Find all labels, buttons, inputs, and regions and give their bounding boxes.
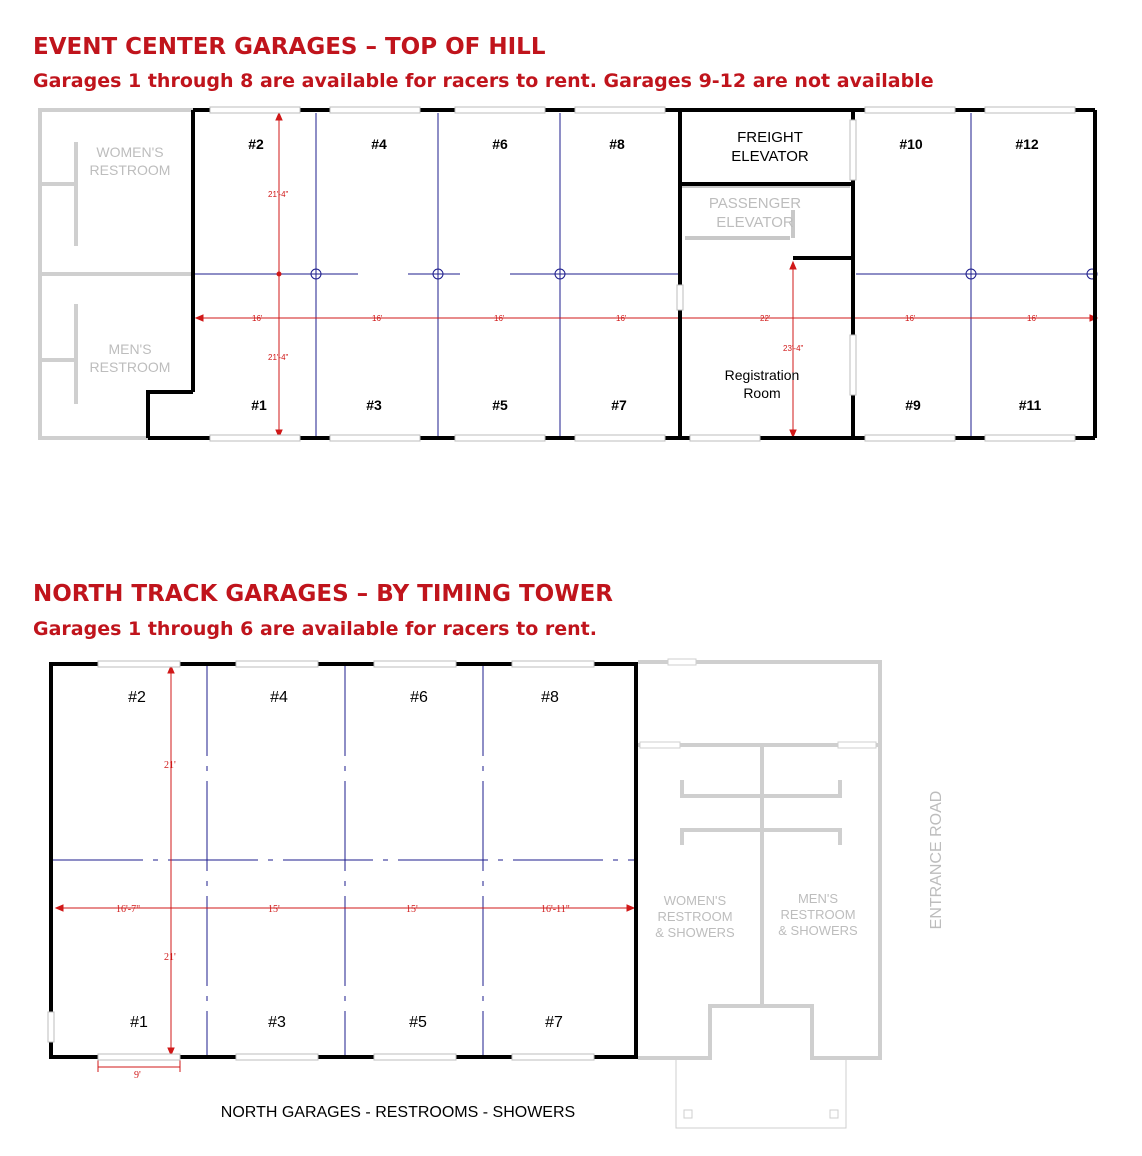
event-garage-10: #10 <box>899 136 923 152</box>
event-grid-lines <box>194 113 1097 437</box>
passenger-elevator-label-2: ELEVATOR <box>716 214 794 231</box>
registration-room-label-2: Room <box>743 385 781 401</box>
north-dim-width-4: 16'-11" <box>541 904 570 915</box>
north-womens-label-2: RESTROOM <box>657 909 733 924</box>
womens-restroom-label-1: WOMEN'S <box>96 144 164 160</box>
north-track-plan <box>48 659 945 1128</box>
event-garage-3: #3 <box>366 397 382 413</box>
event-garage-4: #4 <box>371 136 387 152</box>
dim-width-4: 16' <box>616 314 627 323</box>
dim-depth-bottom: 21'-4" <box>268 353 289 362</box>
event-garage-5: #5 <box>492 397 508 413</box>
north-track-subtitle: Garages 1 through 6 are available for racers to rent. <box>33 618 597 640</box>
event-dimension-lines <box>196 113 1097 437</box>
event-garage-9: #9 <box>905 397 921 413</box>
event-center-plan <box>40 107 1097 441</box>
dim-registration-depth: 23'-4" <box>783 344 804 353</box>
dim-width-3: 16' <box>494 314 505 323</box>
passenger-elevator-label-1: PASSENGER <box>708 195 802 212</box>
north-track-title: NORTH TRACK GARAGES – BY TIMING TOWER <box>33 581 613 607</box>
north-dim-depth-bottom: 21' <box>164 952 176 963</box>
event-dimension-labels <box>252 190 1038 362</box>
event-garage-12: #12 <box>1015 136 1039 152</box>
event-garage-8: #8 <box>609 136 625 152</box>
north-garage-2: #2 <box>128 689 146 706</box>
freight-elevator-label-1: FREIGHT <box>737 129 803 146</box>
north-garage-7: #7 <box>545 1014 563 1031</box>
dim-width-registration: 22' <box>760 314 771 323</box>
womens-restroom-label-2: RESTROOM <box>89 162 171 178</box>
event-center-title: EVENT CENTER GARAGES – TOP OF HILL <box>33 34 546 60</box>
north-restroom-building <box>638 662 880 1058</box>
mens-restroom-label-2: RESTROOM <box>89 359 171 375</box>
north-dim-depth-top: 21' <box>164 760 176 771</box>
north-garage-1: #1 <box>130 1014 148 1031</box>
registration-room-label-1: Registration <box>724 367 800 383</box>
north-garage-3: #3 <box>268 1014 286 1031</box>
north-mens-label-1: MEN'S <box>797 891 839 906</box>
north-garage-6: #6 <box>410 689 428 706</box>
north-grid-lines <box>53 666 634 1055</box>
event-center-subtitle: Garages 1 through 8 are available for racers to rent. Garages 9-12 are not available <box>33 70 934 92</box>
north-womens-label-1: WOMEN'S <box>663 893 727 908</box>
dim-width-1: 16' <box>252 314 263 323</box>
event-garage-1: #1 <box>251 397 267 413</box>
dim-width-9: 16' <box>905 314 916 323</box>
north-mens-label-3: & SHOWERS <box>778 923 858 938</box>
north-womens-label-3: & SHOWERS <box>655 925 735 940</box>
north-dimension-labels <box>116 760 570 1081</box>
event-garage-2: #2 <box>248 136 264 152</box>
dim-width-11: 16' <box>1027 314 1038 323</box>
event-garage-7: #7 <box>611 397 627 413</box>
mens-restroom-label-1: MEN'S <box>108 341 152 357</box>
dim-depth-top: 21'-4" <box>268 190 289 199</box>
north-garage-4: #4 <box>270 689 288 706</box>
north-dim-door: 9' <box>134 1070 141 1081</box>
north-dim-width-3: 15' <box>406 904 418 915</box>
north-caption: NORTH GARAGES - RESTROOMS - SHOWERS <box>220 1104 576 1121</box>
north-dim-width-2: 15' <box>268 904 280 915</box>
north-garage-5: #5 <box>409 1014 427 1031</box>
entrance-road-label: ENTRANCE ROAD <box>928 790 945 930</box>
dim-width-2: 16' <box>372 314 383 323</box>
event-garage-11: #11 <box>1018 397 1042 413</box>
freight-elevator-label-2: ELEVATOR <box>731 148 809 165</box>
north-dim-width-1: 16'-7" <box>116 904 141 915</box>
event-garage-6: #6 <box>492 136 508 152</box>
north-garage-8: #8 <box>541 689 559 706</box>
north-mens-label-2: RESTROOM <box>780 907 856 922</box>
